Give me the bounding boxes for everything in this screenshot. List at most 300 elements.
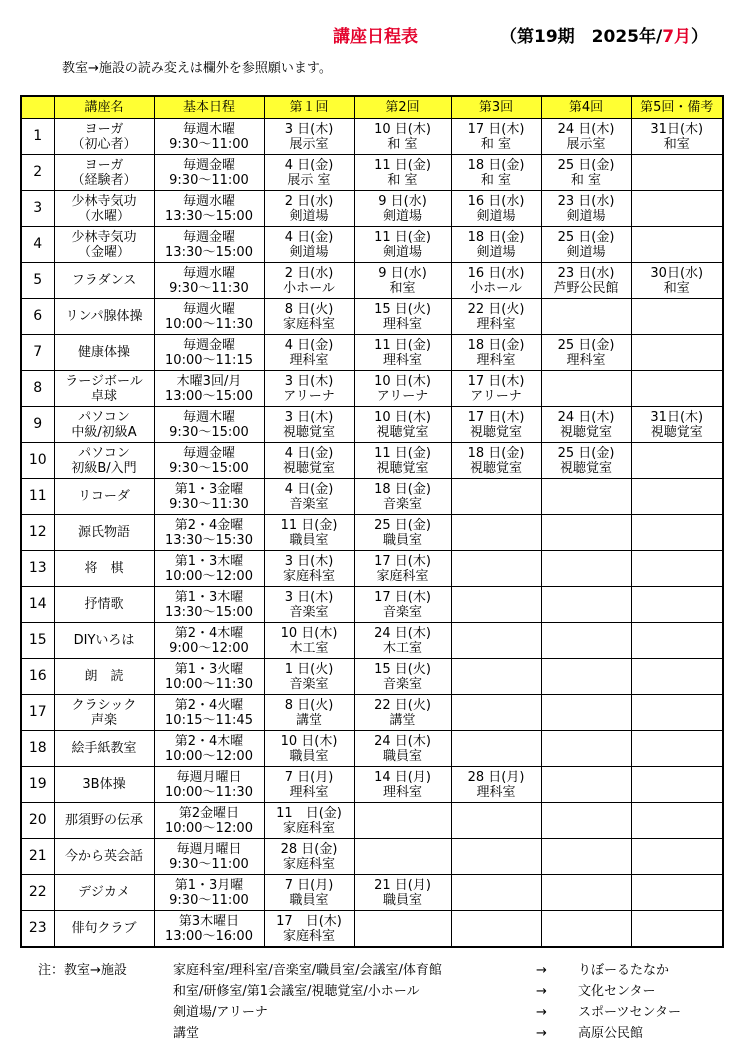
- course-name: [54, 155, 154, 191]
- basic-schedule: [154, 371, 264, 407]
- cell-line: 28 日(月): [467, 769, 525, 785]
- cell-line: 22 日(火): [467, 301, 525, 317]
- column-header: 第5回・備考: [631, 96, 723, 119]
- cell-line: 9:30～11:00: [169, 172, 249, 188]
- footer-label: 注：教室→施設: [38, 963, 127, 978]
- cell-line: 和室: [663, 280, 690, 296]
- cell-line: 毎週水曜: [182, 265, 235, 281]
- cell-line: 毎週水曜: [182, 193, 235, 209]
- cell-line: 職員室: [289, 892, 329, 908]
- course-name: [54, 587, 154, 623]
- cell-line: 毎週金曜: [182, 445, 235, 461]
- session-cell: [354, 659, 451, 695]
- cell-line: ヨーガ: [84, 121, 124, 137]
- session-cell: [354, 911, 451, 948]
- cell-line: 声楽: [90, 712, 117, 728]
- cell-line: 音楽室: [382, 676, 422, 692]
- cell-line: （水曜）: [77, 208, 130, 224]
- cell-line: 10:00～11:30: [165, 784, 253, 800]
- cell-line: 毎週月曜日: [176, 769, 242, 785]
- cell-line: 10:00～11:15: [165, 352, 253, 368]
- cell-line: 第2・4木曜: [174, 733, 244, 749]
- cell-line: フラダンス: [71, 273, 137, 288]
- table-row: [21, 695, 723, 731]
- session-cell: [451, 695, 541, 731]
- cell-line: 毎週木曜: [182, 121, 235, 137]
- session-cell: [541, 227, 631, 263]
- session-cell: [264, 443, 354, 479]
- cell-line: 展示 室: [287, 172, 331, 188]
- basic-schedule: [154, 911, 264, 948]
- cell-line: 音楽室: [289, 496, 329, 512]
- cell-line: 第1・3木曜: [174, 589, 244, 605]
- cell-line: 音楽室: [289, 676, 329, 692]
- cell-line: 職員室: [289, 532, 329, 548]
- row-number: 21: [21, 839, 54, 875]
- cell-line: 職員室: [382, 748, 422, 764]
- cell-line: 第1・3金曜: [174, 481, 244, 497]
- cell-line: 9:30～11:30: [169, 496, 249, 512]
- cell-line: 木工室: [289, 640, 329, 656]
- cell-line: 9:30～11:00: [169, 892, 249, 908]
- footer-arrow: →: [536, 1005, 547, 1020]
- table-row: [21, 515, 723, 551]
- cell-line: 18 日(金): [467, 337, 525, 353]
- column-header: 第2回: [354, 96, 451, 119]
- session-cell: [541, 623, 631, 659]
- session-cell: [451, 479, 541, 515]
- cell-line: 剣道場: [476, 208, 516, 224]
- cell-line: 10 日(木): [374, 121, 431, 137]
- cell-line: パソコン: [78, 409, 130, 425]
- cell-line: 展示室: [289, 136, 329, 152]
- cell-line: 音楽室: [382, 496, 422, 512]
- course-name: [54, 443, 154, 479]
- cell-line: 木曜3回/月: [176, 373, 242, 389]
- footer-rooms: 家庭科室/理科室/音楽室/職員室/会議室/体育館: [173, 963, 442, 978]
- cell-line: アリーナ: [283, 388, 335, 404]
- session-cell: [264, 299, 354, 335]
- cell-line: 4 日(金): [284, 481, 334, 497]
- cell-line: 17 日(木): [467, 121, 525, 137]
- table-row: [21, 623, 723, 659]
- cell-line: 25 日(金): [557, 229, 615, 245]
- cell-line: 17 日(木): [374, 553, 431, 569]
- session-cell: [354, 299, 451, 335]
- cell-line: 25 日(金): [374, 517, 431, 533]
- session-cell: [451, 443, 541, 479]
- cell-line: 卓球: [90, 388, 117, 404]
- cell-line: 18 日(金): [467, 229, 525, 245]
- column-header: [21, 96, 54, 119]
- cell-line: 視聴覚室: [282, 460, 335, 476]
- column-header: 講座名: [54, 96, 154, 119]
- session-cell: [451, 299, 541, 335]
- cell-line: 俳句クラブ: [71, 921, 137, 936]
- basic-schedule: [154, 227, 264, 263]
- session-cell: [631, 227, 723, 263]
- table-row: [21, 227, 723, 263]
- cell-line: 2 日(水): [284, 193, 334, 209]
- cell-line: 10:00～11:30: [165, 316, 253, 332]
- cell-line: 25 日(金): [557, 157, 615, 173]
- cell-line: 9:30～11:00: [169, 856, 249, 872]
- cell-line: 剣道場: [382, 244, 422, 260]
- cell-line: 9:30～15:00: [169, 460, 249, 476]
- session-cell: [451, 191, 541, 227]
- row-number: 9: [21, 407, 54, 443]
- cell-line: 毎週金曜: [182, 229, 235, 245]
- table-row: [21, 155, 723, 191]
- session-cell: [264, 191, 354, 227]
- session-cell: [631, 515, 723, 551]
- cell-line: 15 日(火): [374, 661, 431, 677]
- table-row: [21, 875, 723, 911]
- session-cell: [631, 299, 723, 335]
- cell-line: 剣道場: [476, 244, 516, 260]
- cell-line: 21 日(月): [374, 877, 431, 893]
- session-cell: [451, 407, 541, 443]
- session-cell: [264, 767, 354, 803]
- table-row: [21, 191, 723, 227]
- basic-schedule: [154, 695, 264, 731]
- session-cell: [264, 515, 354, 551]
- session-cell: [541, 551, 631, 587]
- cell-line: 9:30～11:30: [169, 280, 249, 296]
- cell-line: 3B体操: [82, 777, 126, 792]
- table-row: [21, 119, 723, 155]
- session-cell: [354, 587, 451, 623]
- session-cell: [541, 479, 631, 515]
- session-cell: [631, 155, 723, 191]
- course-name: [54, 767, 154, 803]
- course-name: [54, 839, 154, 875]
- cell-line: 毎週金曜: [182, 337, 235, 353]
- cell-line: 8 日(火): [284, 301, 334, 317]
- cell-line: 3 日(木): [284, 589, 334, 605]
- row-number: 2: [21, 155, 54, 191]
- session-cell: [264, 263, 354, 299]
- cell-line: 第2金曜日: [178, 805, 240, 821]
- cell-line: 毎週金曜: [182, 157, 235, 173]
- basic-schedule: [154, 407, 264, 443]
- cell-line: 13:30～15:00: [165, 208, 253, 224]
- session-cell: [264, 659, 354, 695]
- cell-line: 第3木曜日: [178, 913, 240, 929]
- cell-line: リンパ腺体操: [65, 309, 143, 324]
- cell-line: 3 日(木): [284, 373, 334, 389]
- table-row: [21, 731, 723, 767]
- session-cell: [354, 227, 451, 263]
- cell-line: 31日(木): [650, 121, 704, 137]
- table-row: [21, 587, 723, 623]
- period-prefix: （第19期 2025年/: [500, 27, 663, 47]
- session-cell: [541, 803, 631, 839]
- cell-line: 剣道場: [566, 244, 606, 260]
- cell-line: 視聴覚室: [559, 424, 612, 440]
- cell-line: （金曜）: [77, 244, 130, 260]
- cell-line: 少林寺気功: [71, 193, 137, 209]
- session-cell: [354, 515, 451, 551]
- row-number: 23: [21, 911, 54, 948]
- session-cell: [354, 443, 451, 479]
- cell-line: 24 日(木): [374, 733, 431, 749]
- session-cell: [631, 803, 723, 839]
- row-number: 12: [21, 515, 54, 551]
- cell-line: ラージボール: [65, 373, 143, 389]
- cell-line: 11 日(金): [374, 337, 431, 353]
- cell-line: DIYいろは: [73, 633, 135, 648]
- cell-line: 18 日(金): [467, 445, 525, 461]
- row-number: 11: [21, 479, 54, 515]
- cell-line: 22 日(火): [374, 697, 431, 713]
- top-note: 教室→施設の読み変えは欄外を参照願います。: [62, 61, 332, 76]
- footer-rooms: 剣道場/アリーナ: [173, 1005, 268, 1020]
- session-cell: [354, 371, 451, 407]
- cell-line: 家庭科室: [282, 568, 335, 584]
- cell-line: 小ホール: [283, 280, 335, 296]
- footer-rooms: 講堂: [173, 1026, 200, 1041]
- session-cell: [541, 515, 631, 551]
- session-cell: [264, 551, 354, 587]
- session-cell: [451, 839, 541, 875]
- header-row: [21, 96, 723, 119]
- cell-line: 第2・4金曜: [174, 517, 244, 533]
- cell-line: 17 日(木): [374, 589, 431, 605]
- cell-line: 小ホール: [470, 280, 522, 296]
- session-cell: [354, 767, 451, 803]
- basic-schedule: [154, 587, 264, 623]
- cell-line: 那須野の伝承: [64, 813, 143, 828]
- cell-line: 家庭科室: [282, 820, 335, 836]
- session-cell: [264, 119, 354, 155]
- cell-line: 絵手紙教室: [71, 741, 137, 756]
- table-row: [21, 299, 723, 335]
- table-row: [21, 443, 723, 479]
- cell-line: 9:00～12:00: [169, 640, 249, 656]
- footer-rooms: 和室/研修室/第1会議室/視聴覚室/小ホール: [173, 984, 420, 999]
- cell-line: 家庭科室: [282, 856, 335, 872]
- cell-line: 剣道場: [566, 208, 606, 224]
- row-number: 7: [21, 335, 54, 371]
- cell-line: 11 日(金): [374, 229, 431, 245]
- footer-arrow: →: [536, 963, 547, 978]
- session-cell: [541, 371, 631, 407]
- session-cell: [451, 263, 541, 299]
- cell-line: 16 日(水): [467, 265, 525, 281]
- cell-line: 講堂: [295, 712, 322, 728]
- session-cell: [451, 803, 541, 839]
- cell-line: 木工室: [382, 640, 422, 656]
- course-name: [54, 551, 154, 587]
- session-cell: [541, 263, 631, 299]
- footer-arrow: →: [536, 1026, 547, 1041]
- cell-line: 展示室: [566, 136, 606, 152]
- session-cell: [631, 551, 723, 587]
- cell-line: 第1・3月曜: [174, 877, 244, 893]
- cell-line: 少林寺気功: [71, 229, 137, 245]
- basic-schedule: [154, 155, 264, 191]
- cell-line: アリーナ: [376, 388, 429, 404]
- cell-line: 視聴覚室: [469, 424, 522, 440]
- cell-line: 中級/初級A: [71, 424, 137, 440]
- session-cell: [541, 911, 631, 948]
- table-row: [21, 839, 723, 875]
- row-number: 6: [21, 299, 54, 335]
- cell-line: 源氏物語: [77, 525, 130, 540]
- table-row: [21, 263, 723, 299]
- cell-line: 9:30～11:00: [169, 136, 249, 152]
- cell-line: 家庭科室: [282, 928, 335, 944]
- cell-line: 17 日(木): [467, 409, 525, 425]
- course-name: [54, 407, 154, 443]
- session-cell: [631, 587, 723, 623]
- course-name: [54, 371, 154, 407]
- cell-line: 13:30～15:00: [165, 244, 253, 260]
- cell-line: 第1・3木曜: [174, 553, 244, 569]
- cell-line: 2 日(水): [284, 265, 334, 281]
- course-name: [54, 911, 154, 948]
- session-cell: [631, 695, 723, 731]
- row-number: 20: [21, 803, 54, 839]
- cell-line: アリーナ: [470, 388, 522, 404]
- cell-line: クラシック: [71, 697, 137, 713]
- basic-schedule: [154, 335, 264, 371]
- session-cell: [354, 731, 451, 767]
- session-cell: [451, 371, 541, 407]
- cell-line: 理科室: [476, 784, 516, 800]
- cell-line: デジカメ: [78, 885, 130, 900]
- cell-line: 4 日(金): [284, 229, 334, 245]
- session-cell: [354, 803, 451, 839]
- cell-line: 和 室: [387, 136, 418, 152]
- cell-line: 初級B/入門: [71, 460, 137, 476]
- course-name: [54, 803, 154, 839]
- session-cell: [451, 515, 541, 551]
- basic-schedule: [154, 659, 264, 695]
- cell-line: 家庭科室: [376, 568, 429, 584]
- row-number: 1: [21, 119, 54, 155]
- session-cell: [354, 479, 451, 515]
- cell-line: 理科室: [382, 352, 422, 368]
- table-row: [21, 659, 723, 695]
- basic-schedule: [154, 767, 264, 803]
- session-cell: [451, 731, 541, 767]
- session-cell: [631, 443, 723, 479]
- course-name: [54, 515, 154, 551]
- basic-schedule: [154, 803, 264, 839]
- table-row: [21, 335, 723, 371]
- cell-line: 11 日(金): [374, 157, 431, 173]
- session-cell: [451, 767, 541, 803]
- session-cell: [541, 191, 631, 227]
- cell-line: 将 棋: [84, 561, 124, 576]
- cell-line: 8 日(火): [284, 697, 334, 713]
- cell-line: 10:00～12:00: [165, 820, 253, 836]
- session-cell: [631, 659, 723, 695]
- cell-line: 3 日(木): [284, 121, 334, 137]
- course-name: [54, 227, 154, 263]
- session-cell: [631, 263, 723, 299]
- cell-line: 13:30～15:30: [165, 532, 253, 548]
- session-cell: [354, 335, 451, 371]
- course-name: [54, 479, 154, 515]
- cell-line: 10 日(木): [280, 625, 338, 641]
- cell-line: 10 日(木): [374, 373, 431, 389]
- cell-line: 25 日(金): [557, 445, 615, 461]
- cell-line: 和 室: [480, 136, 512, 152]
- session-cell: [264, 155, 354, 191]
- cell-line: 講堂: [389, 712, 416, 728]
- cell-line: 理科室: [382, 316, 422, 332]
- basic-schedule: [154, 299, 264, 335]
- cell-line: 4 日(金): [284, 445, 334, 461]
- cell-line: 13:00～16:00: [165, 928, 253, 944]
- cell-line: 10 日(木): [280, 733, 338, 749]
- period-label: [500, 22, 708, 47]
- session-cell: [264, 695, 354, 731]
- table-row: [21, 803, 723, 839]
- session-cell: [631, 191, 723, 227]
- session-cell: [264, 839, 354, 875]
- session-cell: [264, 407, 354, 443]
- cell-line: 24 日(木): [374, 625, 431, 641]
- session-cell: [451, 659, 541, 695]
- column-header: 基本日程: [154, 96, 264, 119]
- session-cell: [541, 587, 631, 623]
- session-cell: [264, 731, 354, 767]
- session-cell: [451, 911, 541, 948]
- cell-line: 10:00～12:00: [165, 748, 253, 764]
- cell-line: 第1・3火曜: [174, 661, 244, 677]
- session-cell: [264, 587, 354, 623]
- session-cell: [541, 443, 631, 479]
- cell-line: 芦野公民館: [553, 280, 619, 296]
- basic-schedule: [154, 191, 264, 227]
- row-number: 14: [21, 587, 54, 623]
- session-cell: [541, 659, 631, 695]
- cell-line: 9 日(水): [378, 265, 427, 281]
- cell-line: 18 日(金): [467, 157, 525, 173]
- cell-line: 抒情歌: [84, 597, 124, 612]
- basic-schedule: [154, 731, 264, 767]
- cell-line: 28 日(金): [280, 841, 338, 857]
- row-number: 22: [21, 875, 54, 911]
- cell-line: 和室: [389, 280, 416, 296]
- cell-line: 視聴覚室: [282, 424, 335, 440]
- session-cell: [264, 479, 354, 515]
- basic-schedule: [154, 551, 264, 587]
- session-cell: [354, 119, 451, 155]
- table-row: [21, 911, 723, 948]
- cell-line: 視聴覚室: [469, 460, 522, 476]
- cell-line: 15 日(火): [374, 301, 431, 317]
- cell-line: 今から英会話: [64, 849, 143, 864]
- cell-line: 4 日(金): [284, 157, 334, 173]
- cell-line: 和 室: [480, 172, 512, 188]
- cell-line: 職員室: [382, 532, 422, 548]
- cell-line: 朗 読: [84, 669, 124, 684]
- session-cell: [354, 695, 451, 731]
- session-cell: [264, 911, 354, 948]
- row-number: 10: [21, 443, 54, 479]
- session-cell: [541, 839, 631, 875]
- course-name: [54, 119, 154, 155]
- cell-line: 職員室: [289, 748, 329, 764]
- table-row: [21, 371, 723, 407]
- session-cell: [541, 335, 631, 371]
- row-number: 15: [21, 623, 54, 659]
